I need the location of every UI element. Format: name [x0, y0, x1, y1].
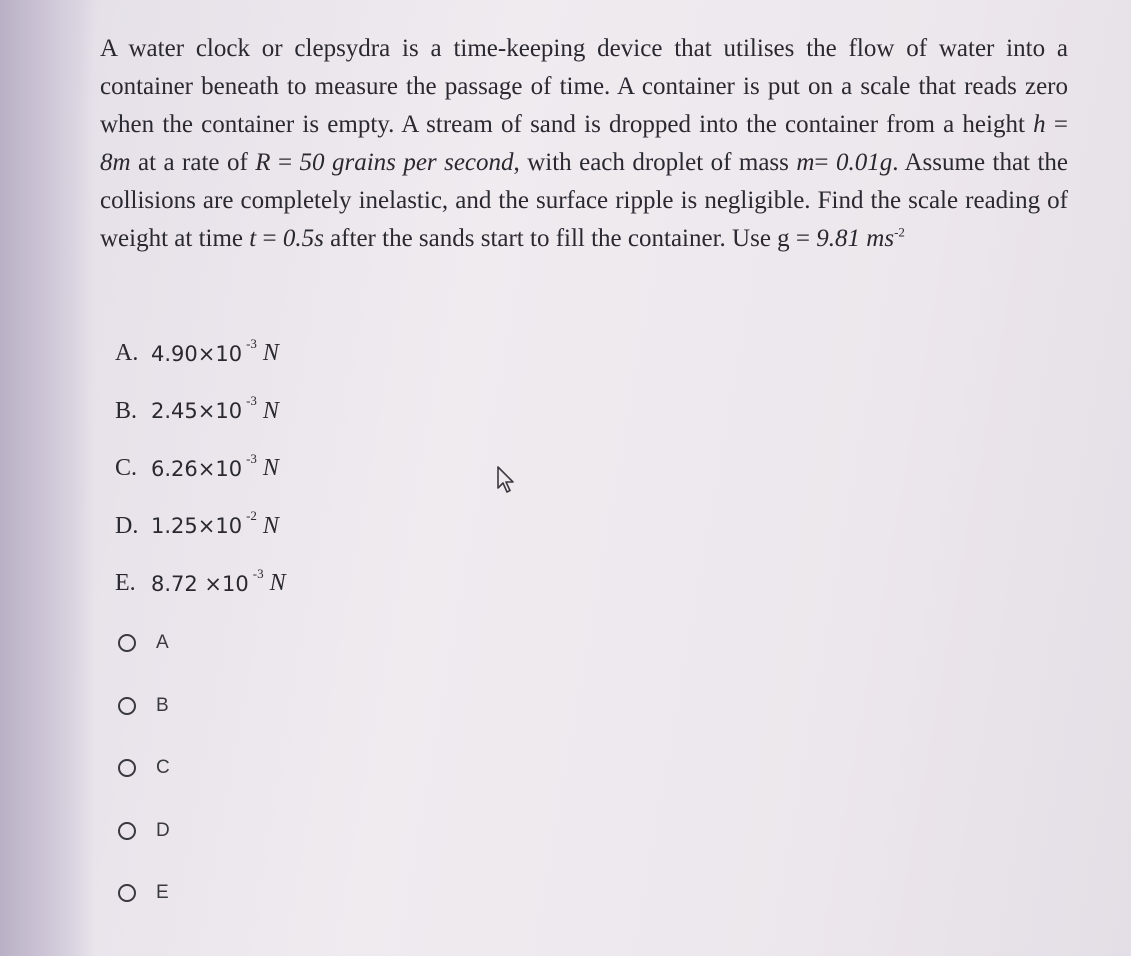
- question-text: A water clock or clepsydra is a time-keeping device that utilises the flow of water into a container beneath to measure the passage of time. A container is put on a scale that reads zero when the container is empty. A stream of sand is dropped into the container from a height h = 8m at a rate of R = 50 grains per second, with each droplet of mass m= 0.01g. Assume that the collisions are completely inelastic, and the surface ripple is negligible. Find the scale reading of weight at time t = 0.5s after the sands start to fill the container. Use g = 9.81 $ms^{-2}$: [100, 35, 1068, 252]
- radio-option-b[interactable]: B: [112, 675, 170, 738]
- radio-button-b[interactable]: [118, 697, 136, 715]
- choice-c: C. 6.26×10 $^{-3}$ N: [115, 450, 279, 482]
- choice-b: B. 2.45×10 $^{-3}$ N: [115, 393, 279, 424]
- answer-radio-group: [112, 612, 170, 925]
- radio-option-d[interactable]: D: [112, 800, 170, 863]
- radio-option-a[interactable]: A: [112, 612, 170, 675]
- answer-choices-list: [115, 325, 286, 613]
- radio-button-a[interactable]: [118, 634, 136, 652]
- choice-d: D. 1.25×10 $^{-2}$ N: [115, 508, 279, 539]
- choice-e: E. 8.72 ×10 $^{-3}$ N: [115, 565, 286, 597]
- radio-option-c[interactable]: C: [112, 737, 170, 800]
- choice-a: A. 4.90×10 $^{-3}$ N: [115, 335, 279, 367]
- radio-option-e[interactable]: E: [112, 862, 170, 925]
- radio-button-d[interactable]: [118, 822, 136, 840]
- mouse-pointer-icon: [496, 466, 516, 494]
- left-edge-shade: [0, 0, 95, 956]
- radio-button-c[interactable]: [118, 759, 136, 777]
- radio-button-e[interactable]: [118, 884, 136, 902]
